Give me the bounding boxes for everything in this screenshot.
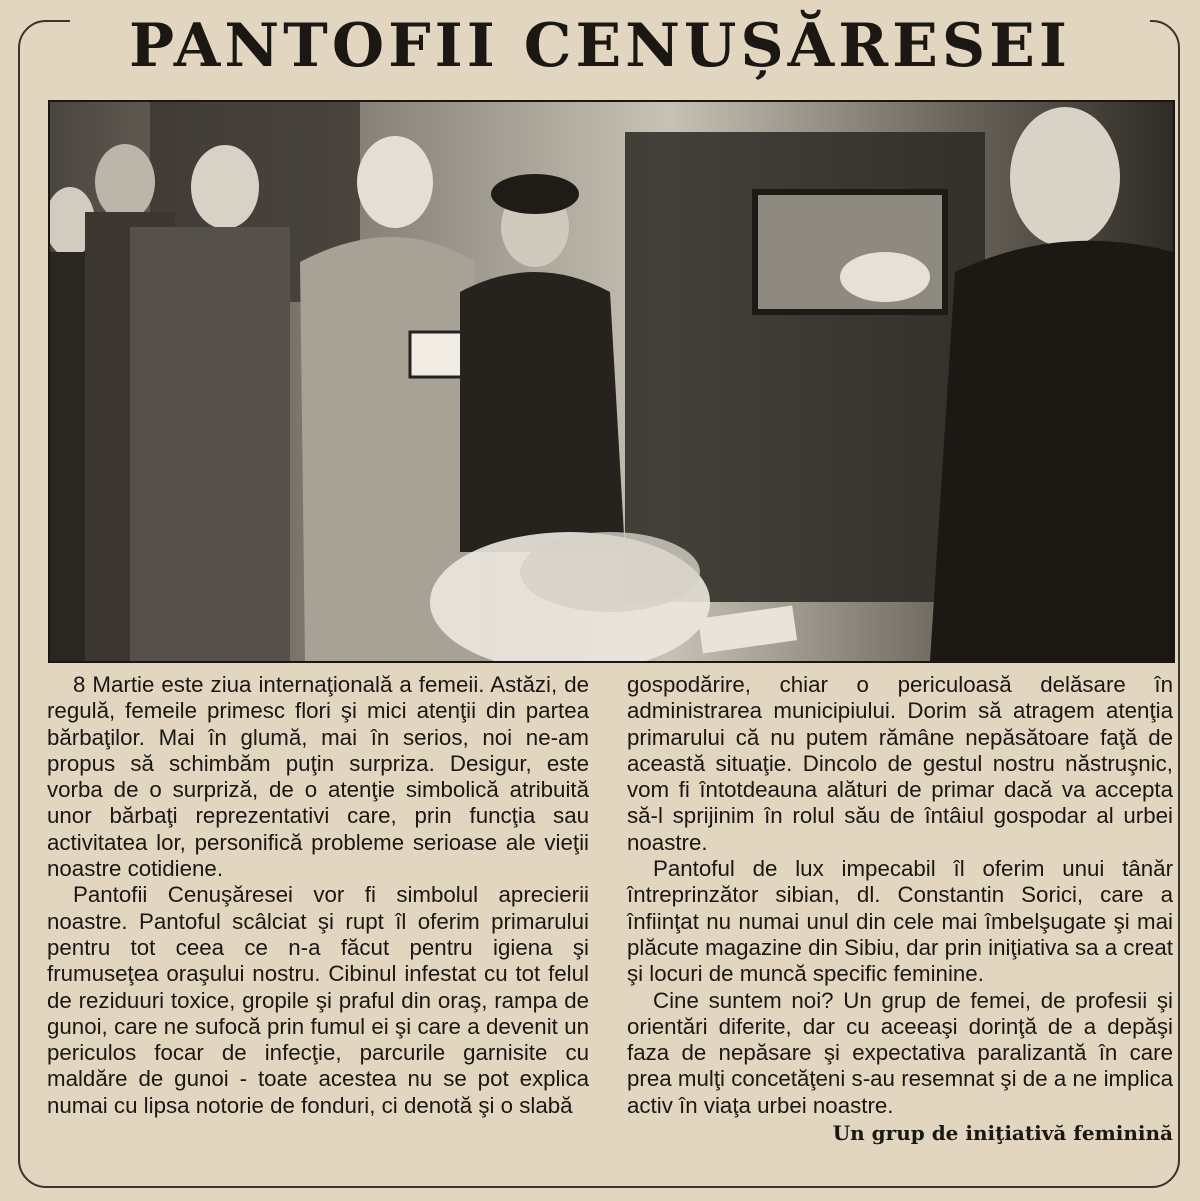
photo-illustration <box>50 102 1173 661</box>
article-column-left <box>47 672 589 1119</box>
article-paragraph: Pantoful de lux impecabil îl oferim unui tânăr întreprinzător sibian, dl. Constantin Sorici, care a înfiinţat nu numai unul din cele mai îmbelşugate şi mai plăcute magazine din Sibiu, dar prin iniţiativa sa a creat şi locuri de muncă specific feminine. <box>627 856 1173 987</box>
article-column-right <box>627 672 1173 1146</box>
article-paragraph: 8 Martie este ziua internaţională a femeii. Astăzi, de regulă, femeile primesc flori şi mici atenţii din partea bărbaţilor. Mai în glumă, mai în serios, noi ne-am propus să schimbăm puţin surpriza. Desigur, este vorba de o surpriză, de o atenţie simbolică atribuită unor bărbaţi reprezentativi care, prin funcţia sau activitatea lor, personifică probleme serioase ale vieţii noastre cotidiene. <box>47 672 589 882</box>
article-paragraph: gospodărire, chiar o periculoasă delăsare în administrarea municipiului. Dorim să atragem atenţia primarului că nu putem rămâne nepăsătoare faţă de această situaţie. Dincolo de gestul nostru năstruşnic, vom fi întotdeauna alături de primar dacă va accepta să-l sprijinim în rolul său de întâiul gospodar al urbei noastre. <box>627 672 1173 855</box>
article-paragraph <box>627 987 1173 1146</box>
article-paragraph-text: Cine suntem noi? Un grup de femei, de profesii şi orientări diferite, dar cu aceeaşi dorinţă de a depăşi faza de nepăsare şi expectativa paralizantă în care prea mulţi concetăţeni s-au resemnat şi de a ne implica activ în viaţa urbei noastre. <box>627 987 1173 1118</box>
article-signature: Un grup de iniţiativă feminină <box>832 1121 1173 1146</box>
article-paragraph: Pantofii Cenuşăresei vor fi simbolul aprecierii noastre. Pantoful scâlciat şi rupt îl oferim primarului pentru tot ceea ce n-a făcut pentru igiena şi frumuseţea oraşului nostru. Cibinul infestat cu tot felul de reziduuri toxice, gropile şi praful din oraş, rampa de gunoi, care ne sufocă prin fumul ei şi care a devenit un periculos focar de infecţie, parcurile garnisite cu maldăre de gunoi - toate acestea nu se pot explica numai cu lipsa notorie de fonduri, ci denotă şi o slabă <box>47 882 589 1118</box>
article-title: PANTOFII CENUȘĂRESEI <box>129 11 1071 81</box>
article-photo <box>48 100 1175 663</box>
